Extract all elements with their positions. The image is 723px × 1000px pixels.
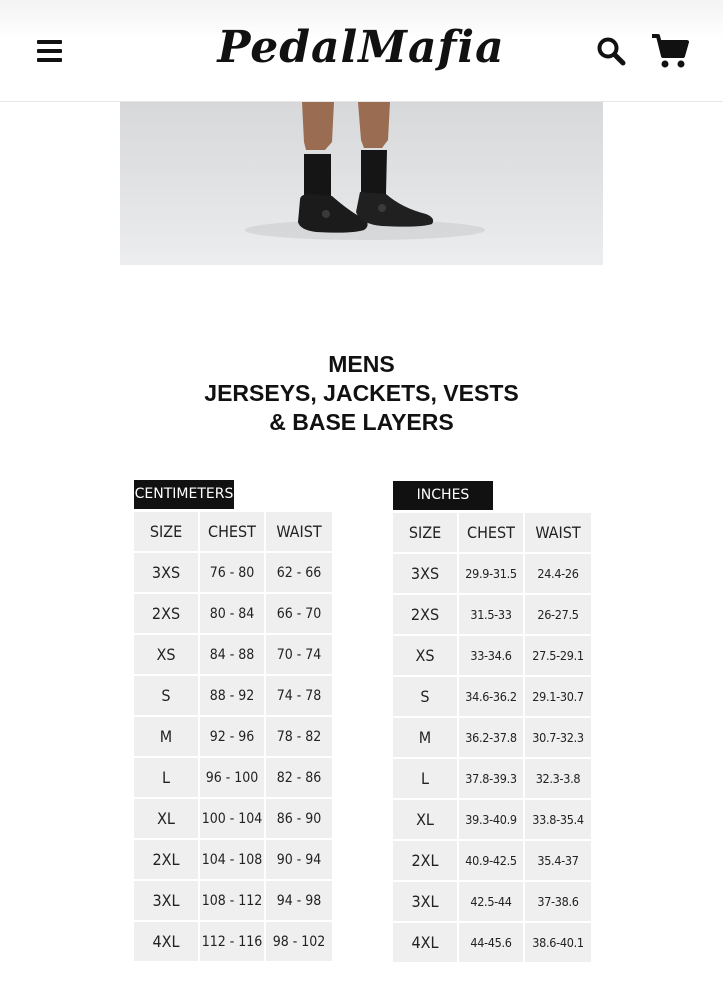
size-cell: 3XS (134, 553, 198, 592)
size-cell: 2XL (393, 841, 457, 880)
menu-icon[interactable] (37, 40, 62, 62)
waist-cell: 86 - 90 (266, 799, 332, 838)
size-cell: XL (134, 799, 198, 838)
waist-cell: 38.6-40.1 (525, 923, 591, 962)
waist-cell: 66 - 70 (266, 594, 332, 633)
table-row (134, 840, 332, 879)
size-cell: XS (134, 635, 198, 674)
site-logo[interactable] (196, 18, 526, 78)
centimeters-grid (134, 512, 332, 963)
waist-cell: 62 - 66 (266, 553, 332, 592)
chest-cell: 36.2-37.8 (459, 718, 523, 757)
search-icon[interactable] (596, 36, 626, 66)
site-header (0, 0, 723, 102)
waist-cell: 74 - 78 (266, 676, 332, 715)
waist-cell: 82 - 86 (266, 758, 332, 797)
chest-cell: 88 - 92 (200, 676, 264, 715)
table-row (134, 758, 332, 797)
waist-cell: 30.7-32.3 (525, 718, 591, 757)
waist-cell: 90 - 94 (266, 840, 332, 879)
table-row (393, 759, 591, 798)
table-row (393, 554, 591, 593)
table-row (393, 636, 591, 675)
waist-cell: 33.8-35.4 (525, 800, 591, 839)
size-cell: XL (393, 800, 457, 839)
table-row (393, 677, 591, 716)
column-header: SIZE (393, 513, 457, 552)
chest-cell: 34.6-36.2 (459, 677, 523, 716)
chest-cell: 96 - 100 (200, 758, 264, 797)
table-row (134, 676, 332, 715)
size-cell: 3XL (393, 882, 457, 921)
waist-cell: 78 - 82 (266, 717, 332, 756)
column-header: CHEST (459, 513, 523, 552)
size-cell: L (134, 758, 198, 797)
size-chart-heading (120, 350, 603, 437)
waist-cell: 24.4-26 (525, 554, 591, 593)
chest-cell: 37.8-39.3 (459, 759, 523, 798)
waist-cell: 27.5-29.1 (525, 636, 591, 675)
table-header-row (393, 513, 591, 552)
size-cell: M (393, 718, 457, 757)
cart-icon[interactable] (651, 33, 689, 69)
size-cell: S (393, 677, 457, 716)
chest-cell: 44-45.6 (459, 923, 523, 962)
chest-cell: 33-34.6 (459, 636, 523, 675)
size-cell: 3XS (393, 554, 457, 593)
table-row (134, 799, 332, 838)
heading-line-3: & BASE LAYERS (269, 409, 454, 435)
chest-cell: 29.9-31.5 (459, 554, 523, 593)
chest-cell: 100 - 104 (200, 799, 264, 838)
inches-label: INCHES (393, 481, 493, 510)
waist-cell: 94 - 98 (266, 881, 332, 920)
size-cell: 4XL (134, 922, 198, 961)
table-header-row (134, 512, 332, 551)
waist-cell: 26-27.5 (525, 595, 591, 634)
table-row (134, 717, 332, 756)
heading-line-1: MENS (328, 351, 395, 377)
heading-line-2: JERSEYS, JACKETS, VESTS (204, 380, 519, 406)
table-row (134, 594, 332, 633)
size-cell: 3XL (134, 881, 198, 920)
size-cell: 2XL (134, 840, 198, 879)
column-header: WAIST (525, 513, 591, 552)
chest-cell: 40.9-42.5 (459, 841, 523, 880)
table-row (393, 923, 591, 962)
waist-cell: 98 - 102 (266, 922, 332, 961)
chest-cell: 108 - 112 (200, 881, 264, 920)
waist-cell: 70 - 74 (266, 635, 332, 674)
size-cell: S (134, 676, 198, 715)
waist-cell: 35.4-37 (525, 841, 591, 880)
table-row (134, 553, 332, 592)
size-cell: XS (393, 636, 457, 675)
table-row (393, 841, 591, 880)
waist-cell: 37-38.6 (525, 882, 591, 921)
chest-cell: 84 - 88 (200, 635, 264, 674)
column-header: CHEST (200, 512, 264, 551)
column-header: WAIST (266, 512, 332, 551)
waist-cell: 29.1-30.7 (525, 677, 591, 716)
logo-text: PedalMafia (217, 22, 505, 73)
size-cell: 4XL (393, 923, 457, 962)
table-row (134, 881, 332, 920)
chest-cell: 92 - 96 (200, 717, 264, 756)
chest-cell: 76 - 80 (200, 553, 264, 592)
waist-cell: 32.3-3.8 (525, 759, 591, 798)
chest-cell: 112 - 116 (200, 922, 264, 961)
chest-cell: 39.3-40.9 (459, 800, 523, 839)
chest-cell: 42.5-44 (459, 882, 523, 921)
table-row (393, 718, 591, 757)
size-cell: L (393, 759, 457, 798)
centimeters-label: CENTIMETERS (134, 480, 234, 509)
table-row (134, 635, 332, 674)
chest-cell: 104 - 108 (200, 840, 264, 879)
chest-cell: 31.5-33 (459, 595, 523, 634)
size-cell: M (134, 717, 198, 756)
column-header: SIZE (134, 512, 198, 551)
table-row (134, 922, 332, 961)
product-photo (120, 102, 603, 265)
table-row (393, 882, 591, 921)
inches-grid (393, 513, 591, 964)
table-row (393, 800, 591, 839)
table-row (393, 595, 591, 634)
size-cell: 2XS (134, 594, 198, 633)
size-cell: 2XS (393, 595, 457, 634)
chest-cell: 80 - 84 (200, 594, 264, 633)
